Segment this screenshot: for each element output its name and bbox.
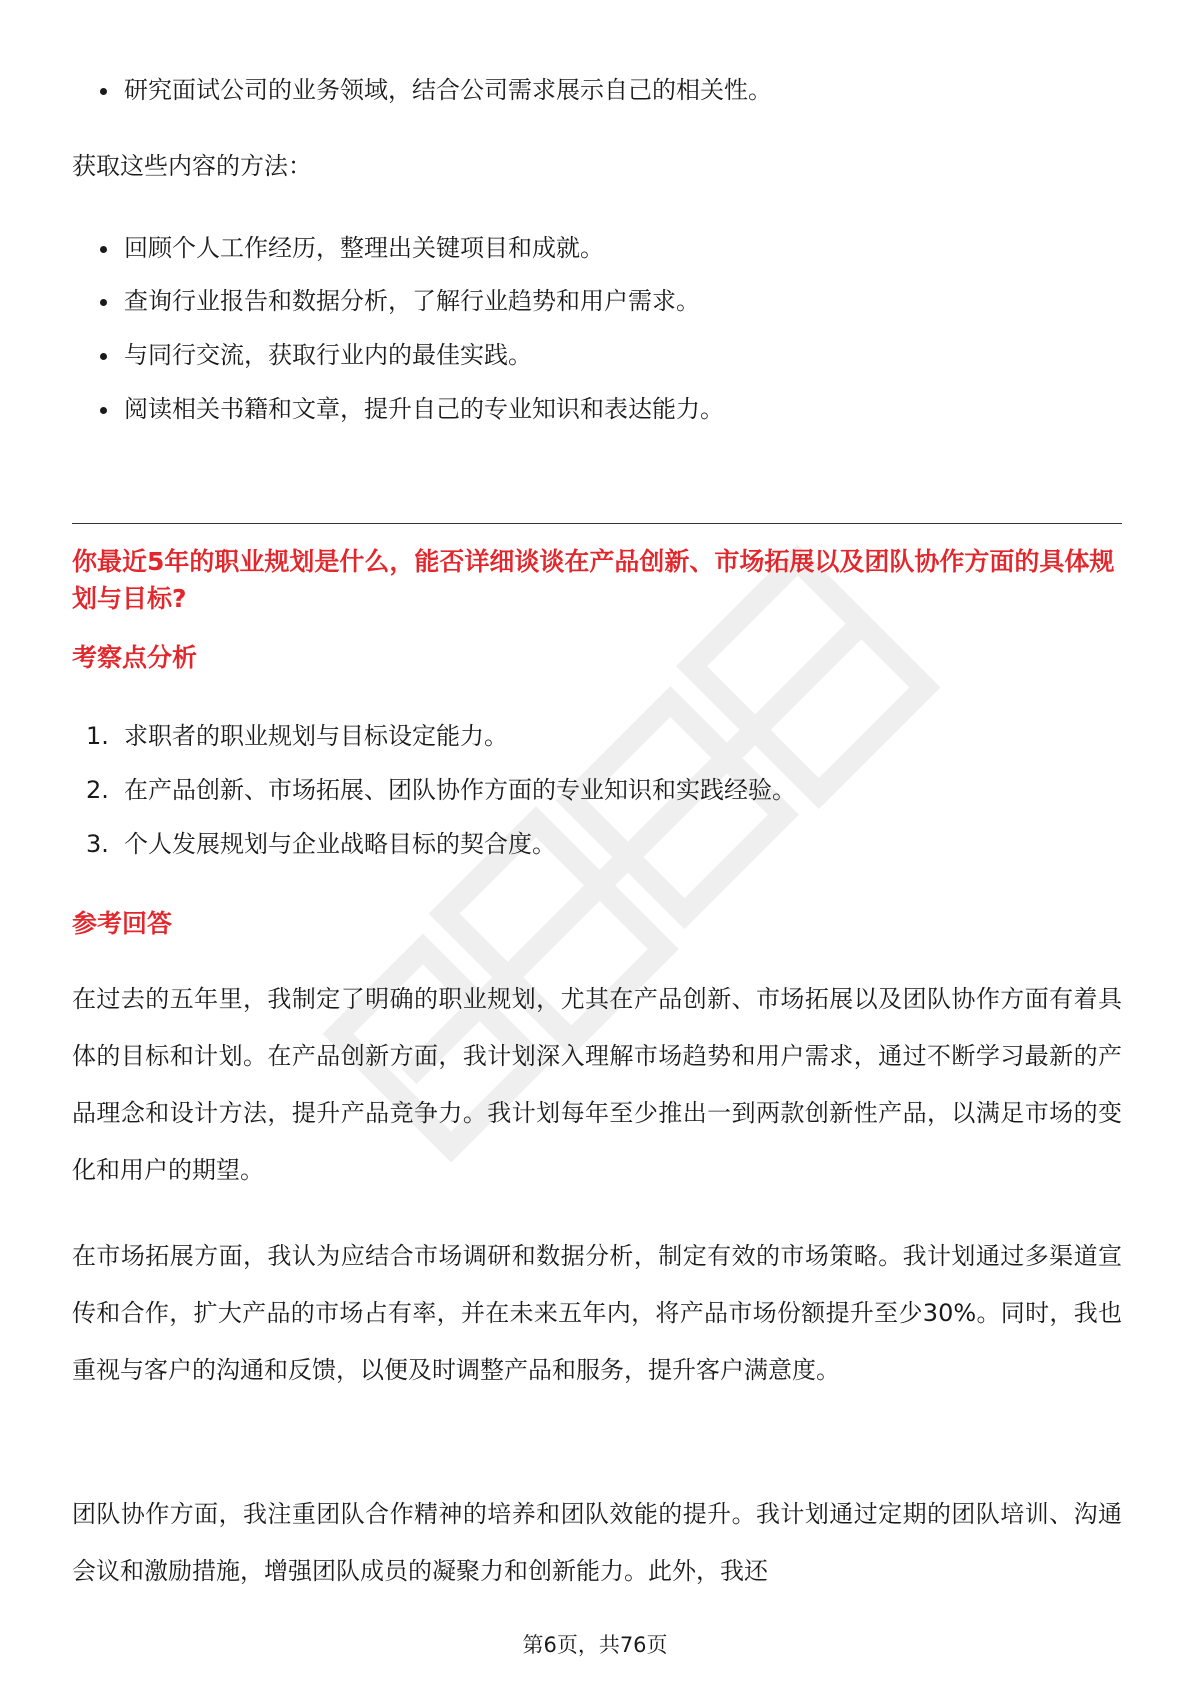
page-footer: 第6页，共76页	[522, 1633, 668, 1657]
section-divider	[72, 523, 1122, 524]
item-text: 在产品创新、市场拓展、团队协作方面的专业知识和实践经验。	[124, 776, 796, 804]
item-text: 个人发展规划与企业战略目标的契合度。	[124, 830, 556, 858]
list-item: 回顾个人工作经历，整理出关键项目和成就。	[72, 230, 1122, 266]
answer-paragraph: 团队协作方面，我注重团队合作精神的培养和团队效能的提升。我计划通过定期的团队培训、沟通会议和激励措施，增强团队成员的凝聚力和创新能力。此外，我还	[72, 1500, 1122, 1585]
list-item: 阅读相关书籍和文章，提升自己的专业知识和表达能力。	[72, 391, 1122, 427]
question-heading: 你最近5年的职业规划是什么，能否详细谈谈在产品创新、市场拓展以及团队协作方面的具体规划与目标?	[72, 547, 1115, 613]
list-item	[72, 772, 1122, 808]
answer-heading: 参考回答	[72, 909, 173, 938]
item-number: 1.	[86, 722, 109, 750]
item-number: 2.	[86, 776, 109, 804]
answer-paragraph: 在过去的五年里，我制定了明确的职业规划，尤其在产品创新、市场拓展以及团队协作方面有着具体的目标和计划。在产品创新方面，我计划深入理解市场趋势和用户需求，通过不断学习最新的产品理念和设计方法，提升产品竞争力。我计划每年至少推出一到两款创新性产品，以满足市场的变化和用户的期望。	[72, 985, 1122, 1184]
analysis-heading: 考察点分析	[72, 643, 198, 672]
methods-intro: 获取这些内容的方法：	[72, 152, 312, 180]
item-number: 3.	[86, 830, 109, 858]
list-item: 查询行业报告和数据分析，了解行业趋势和用户需求。	[72, 283, 1122, 319]
answer-paragraph: 在市场拓展方面，我认为应结合市场调研和数据分析，制定有效的市场策略。我计划通过多渠道宣传和合作，扩大产品的市场占有率，并在未来五年内，将产品市场份额提升至少30%。同时，我也重视与客户的沟通和反馈，以便及时调整产品和服务，提升客户满意度。	[72, 1242, 1122, 1384]
list-item: 研究面试公司的业务领域，结合公司需求展示自己的相关性。	[72, 72, 1122, 108]
list-item	[72, 826, 1122, 862]
item-text: 求职者的职业规划与目标设定能力。	[124, 722, 508, 750]
list-item: 与同行交流，获取行业内的最佳实践。	[72, 337, 1122, 373]
list-item	[72, 718, 1122, 754]
